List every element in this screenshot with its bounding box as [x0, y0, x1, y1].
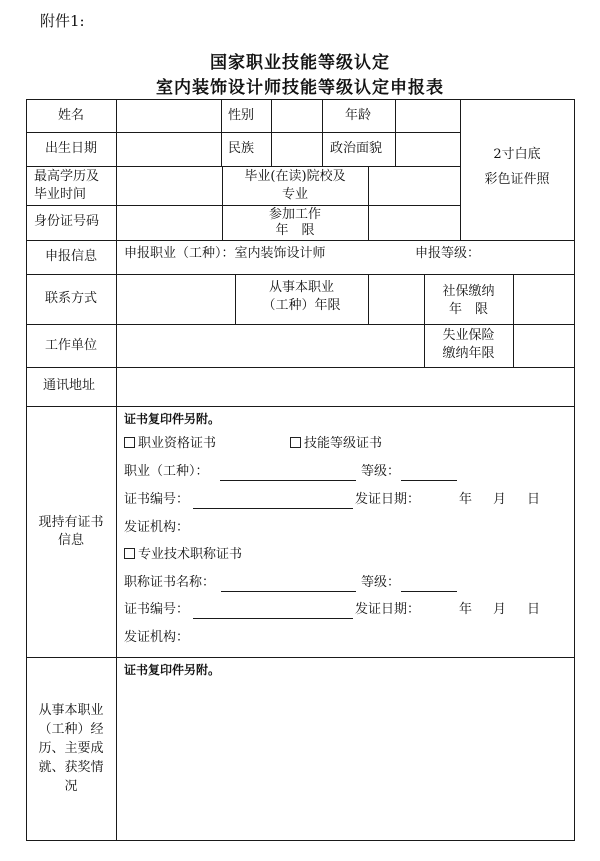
contact-label: 联系方式 — [44, 291, 97, 306]
address-label: 通讯地址 — [43, 378, 96, 393]
work-unit-label: 工作单位 — [44, 338, 97, 353]
checkbox-icon[interactable] — [124, 437, 135, 448]
title-level-field[interactable] — [401, 591, 457, 592]
school-label-line1: 毕业(在读)院校及 — [244, 169, 346, 184]
photo-instruction-line2: 彩色证件照 — [484, 172, 550, 187]
issuing-authority-label: 发证机构： — [124, 520, 190, 535]
social-insurance-label-line2: 年 限 — [448, 302, 488, 317]
ethnicity-label: 民族 — [228, 141, 255, 156]
unemployment-insurance-label-line2: 缴纳年限 — [442, 346, 495, 361]
education-field[interactable] — [117, 167, 222, 205]
experience-label-line1: 从事本职业 — [38, 703, 104, 718]
experience-label-line3: 历、主要成 — [38, 741, 104, 756]
issue-year-label: 年 — [459, 492, 473, 507]
apply-occupation-text: 申报职业（工种）：室内装饰设计师 — [124, 246, 326, 261]
title-cert-number-label: 证书编号： — [124, 602, 190, 617]
contact-field[interactable] — [117, 275, 235, 324]
photo-box[interactable] — [461, 100, 574, 240]
issue-day-label: 日 — [527, 492, 541, 507]
name-field[interactable] — [117, 100, 221, 132]
checkbox-icon[interactable] — [290, 437, 301, 448]
title-issue-month-label: 月 — [493, 602, 507, 617]
social-insurance-label-line1: 社保缴纳 — [442, 284, 495, 299]
title-issuing-authority-field[interactable] — [190, 627, 390, 647]
title-cert-name-label: 职称证书名称： — [124, 575, 216, 590]
apply-level-label: 申报等级： — [415, 246, 481, 261]
apply-level-field[interactable] — [488, 242, 572, 272]
occupation-field[interactable] — [220, 480, 356, 481]
title-issue-date-label: 发证日期： — [355, 602, 421, 617]
issue-date-label: 发证日期： — [355, 492, 421, 507]
vocational-cert-option-label: 职业资格证书 — [138, 436, 217, 451]
form-title-line2: 室内装饰设计师技能等级认定申报表 — [156, 78, 444, 98]
professional-title-cert-option-label: 专业技术职称证书 — [138, 547, 243, 562]
school-field[interactable] — [369, 167, 460, 205]
apply-info-label: 申报信息 — [44, 249, 97, 264]
certificates-label-line1: 现持有证书 — [38, 515, 104, 530]
work-unit-field[interactable] — [117, 325, 424, 367]
political-status-label: 政治面貌 — [330, 141, 383, 156]
level-field[interactable] — [401, 480, 457, 481]
title-issue-year-label: 年 — [459, 602, 473, 617]
certificate-copy-note: 证书复印件另附。 — [124, 412, 221, 426]
gender-field[interactable] — [272, 100, 322, 132]
title-issue-day-label: 日 — [527, 602, 541, 617]
professional-title-cert-option[interactable] — [124, 546, 242, 564]
title-cert-name-field[interactable] — [221, 591, 356, 592]
id-number-field[interactable] — [117, 206, 222, 240]
vocational-cert-option[interactable] — [124, 435, 216, 453]
title-cert-number-field[interactable] — [193, 618, 353, 619]
occupation-years-label-line1: 从事本职业 — [268, 280, 334, 295]
attachment-label: 附件1: — [40, 12, 85, 30]
unemployment-insurance-field[interactable] — [514, 325, 574, 367]
age-label: 年龄 — [345, 108, 372, 123]
issuing-authority-field[interactable] — [190, 517, 390, 537]
id-number-label: 身份证号码 — [34, 214, 100, 229]
skill-level-cert-option[interactable] — [290, 435, 382, 453]
address-field[interactable] — [117, 368, 574, 406]
experience-label-line4: 就、获奖情 — [38, 760, 104, 775]
work-years-label-line2: 年 限 — [275, 223, 315, 238]
occupation-years-field[interactable] — [369, 275, 424, 324]
name-label: 姓名 — [57, 108, 84, 123]
education-label-line2: 毕业时间 — [34, 187, 87, 202]
level-label: 等级： — [361, 464, 401, 479]
experience-field[interactable] — [117, 682, 574, 839]
work-years-field[interactable] — [369, 206, 460, 240]
political-status-field[interactable] — [396, 133, 460, 166]
skill-level-cert-option-label: 技能等级证书 — [304, 436, 383, 451]
title-level-label: 等级： — [361, 575, 401, 590]
experience-copy-note: 证书复印件另附。 — [124, 663, 221, 677]
gender-label: 性别 — [228, 108, 255, 123]
ethnicity-field[interactable] — [272, 133, 322, 166]
cert-number-label: 证书编号： — [124, 492, 190, 507]
social-insurance-field[interactable] — [514, 275, 574, 324]
title-issuing-authority-label: 发证机构： — [124, 630, 190, 645]
experience-label-line2: （工种）经 — [38, 722, 104, 737]
occupation-label: 职业（工种）： — [124, 464, 209, 479]
birth-date-label: 出生日期 — [44, 141, 97, 156]
checkbox-icon[interactable] — [124, 548, 135, 559]
certificates-label-line2: 信息 — [57, 533, 84, 548]
unemployment-insurance-label-line1: 失业保险 — [442, 328, 495, 343]
age-field[interactable] — [396, 100, 460, 132]
birth-date-field[interactable] — [117, 133, 221, 166]
cert-number-field[interactable] — [193, 508, 353, 509]
experience-label-line5: 况 — [64, 779, 78, 794]
school-label-line2: 专业 — [281, 187, 308, 202]
education-label-line1: 最高学历及 — [34, 169, 100, 184]
issue-month-label: 月 — [493, 492, 507, 507]
form-title-line1: 国家职业技能等级认定 — [210, 53, 390, 73]
work-years-label-line1: 参加工作 — [268, 207, 321, 222]
photo-instruction-line1: 2寸白底 — [493, 147, 541, 162]
occupation-years-label-line2: （工种）年限 — [262, 298, 341, 313]
